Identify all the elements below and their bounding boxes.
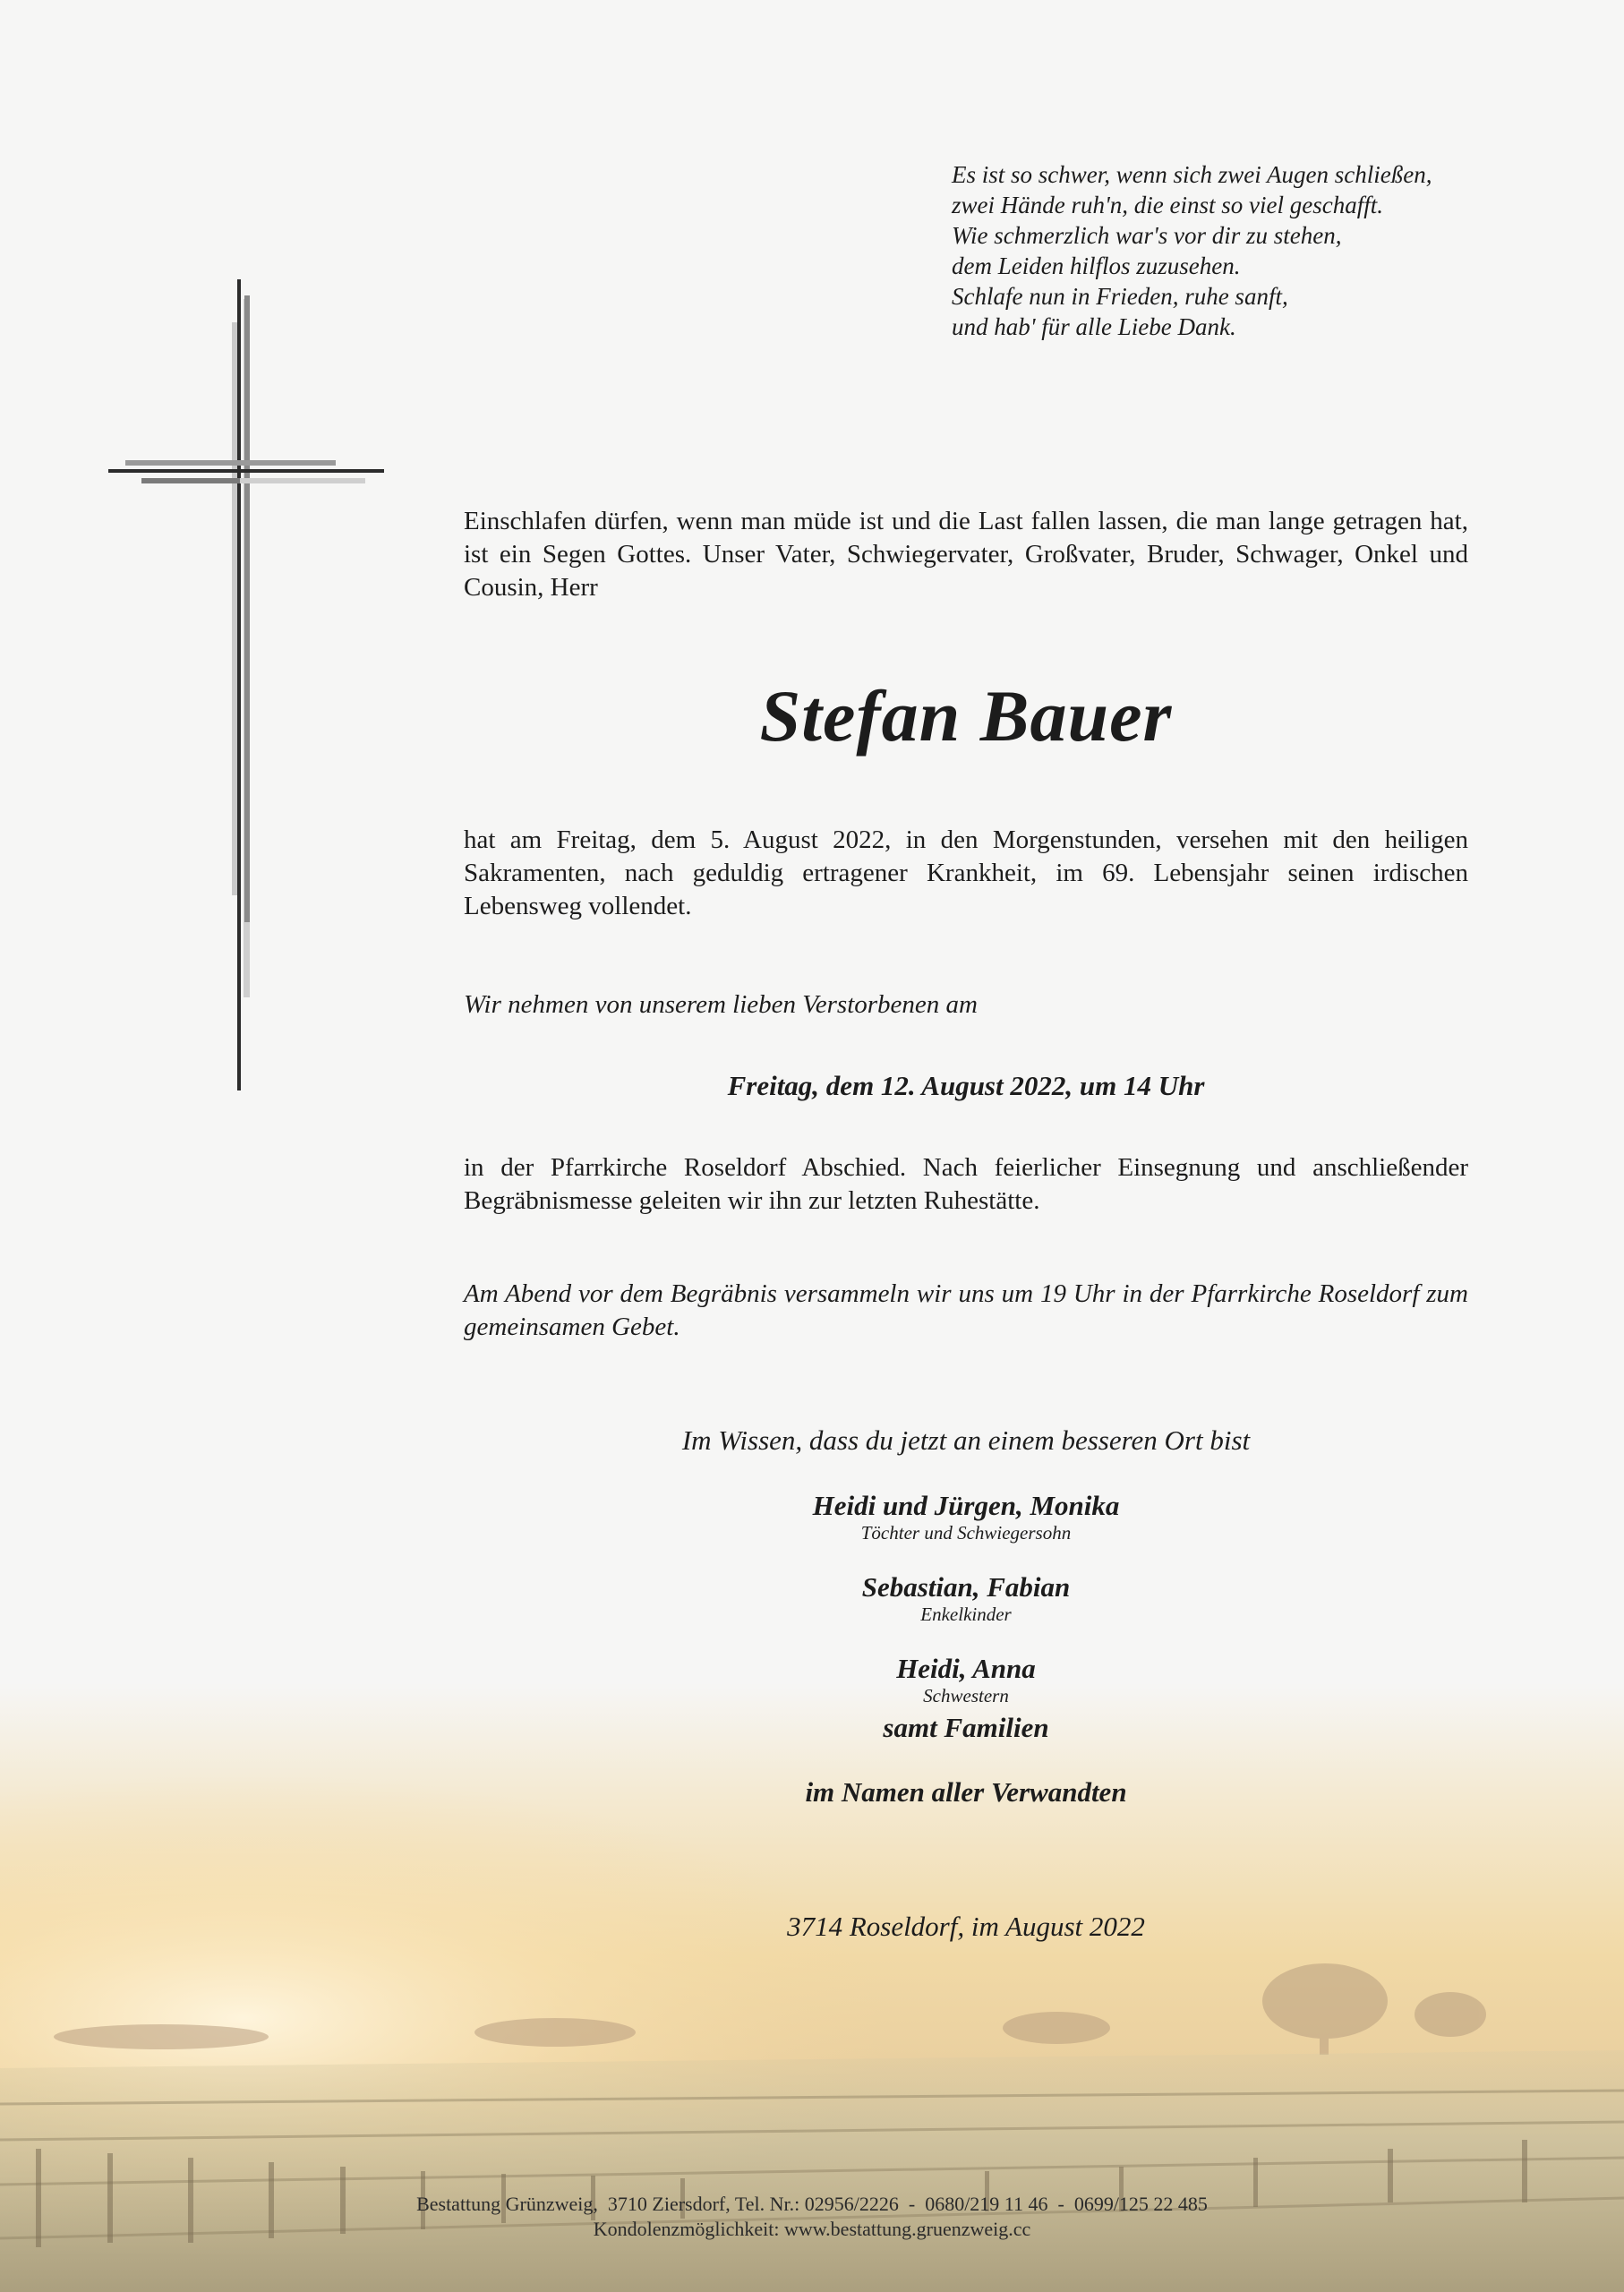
- funeral-paragraph: in der Pfarrkirche Roseldorf Abschied. Nach feierlicher Einsegnung und anschließender Begräbnismesse geleiten wir ihn zur letzten Ruhestätte.: [464, 1153, 1468, 1215]
- on-behalf-line: im Namen aller Verwandten: [805, 1776, 1127, 1808]
- family-group: [464, 1653, 1468, 1706]
- with-families: samt Familien: [883, 1712, 1049, 1743]
- cross-icon: [0, 0, 412, 1110]
- death-paragraph: hat am Freitag, dem 5. August 2022, in den Morgenstunden, versehen mit den heiligen Sakramenten, nach geduldig ertragener Krankheit, im 69. Lebensjahr seinen irdischen Lebensweg vollendet.: [464, 825, 1468, 920]
- deceased-name: Stefan Bauer: [759, 675, 1173, 757]
- family-names: Heidi, Anna: [896, 1653, 1036, 1684]
- funeral-date: Freitag, dem 12. August 2022, um 14 Uhr: [727, 1070, 1205, 1101]
- family-names: Heidi und Jürgen, Monika: [812, 1490, 1120, 1521]
- family-group: [464, 1571, 1468, 1625]
- family-names: Sebastian, Fabian: [861, 1571, 1071, 1603]
- family-relation: Töchter und Schwiegersohn: [860, 1522, 1072, 1544]
- family-relation: Enkelkinder: [920, 1604, 1012, 1625]
- poem-quote: [952, 159, 1507, 342]
- family-relation: Schwestern: [923, 1685, 1009, 1706]
- farewell-intro: Wir nehmen von unserem lieben Verstorbenen am: [464, 990, 978, 1019]
- poem-line: Wie schmerzlich war's vor dir zu stehen,: [952, 222, 1342, 249]
- prayer-paragraph: Am Abend vor dem Begräbnis versammeln wir uns um 19 Uhr in der Pfarrkirche Roseldorf zum gemeinsamen Gebet.: [464, 1279, 1468, 1341]
- family-group: [464, 1490, 1468, 1544]
- footer-condolence: Kondolenzmöglichkeit: www.bestattung.gruenzweig.cc: [593, 2218, 1031, 2240]
- footer-contact: [0, 2192, 1624, 2242]
- closing-line: Im Wissen, dass du jetzt an einem besseren Ort bist: [681, 1424, 1251, 1456]
- intro-paragraph: Einschlafen dürfen, wenn man müde ist und die Last fallen lassen, die man lange getragen hat, ist ein Segen Gottes. Unser Vater, Schwiegervater, Großvater, Bruder, Schwager, Onkel und Cousin, Herr: [464, 507, 1468, 602]
- poem-line: Es ist so schwer, wenn sich zwei Augen schließen,: [952, 161, 1432, 188]
- place-date: 3714 Roseldorf, im August 2022: [787, 1911, 1145, 1942]
- poem-line: Schlafe nun in Frieden, ruhe sanft,: [952, 283, 1288, 310]
- footer-address: Bestattung Grünzweig, 3710 Ziersdorf, Tel. Nr.: 02956/2226 - 0680/219 11 46 - 0699/125 22 485: [416, 2193, 1208, 2215]
- poem-line: zwei Hände ruh'n, die einst so viel geschafft.: [952, 192, 1383, 218]
- poem-line: und hab' für alle Liebe Dank.: [952, 313, 1236, 340]
- poem-line: dem Leiden hilflos zuzusehen.: [952, 252, 1241, 279]
